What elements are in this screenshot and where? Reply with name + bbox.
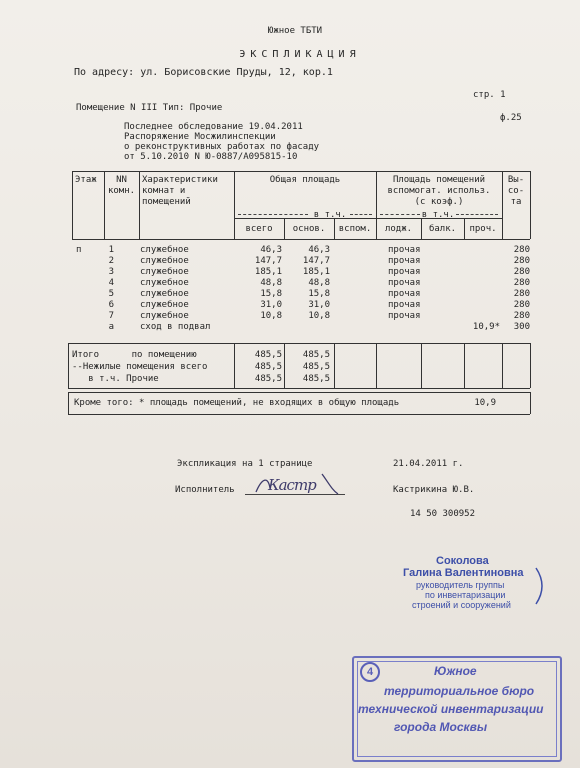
- signature-text: Кастр: [268, 476, 316, 494]
- row-area-main: 147,7: [302, 256, 330, 266]
- row-other: 10,9*: [472, 322, 500, 332]
- totals-label: в т.ч. Прочие: [72, 374, 159, 384]
- signature: [252, 472, 348, 498]
- row-aux-use: прочая: [388, 245, 421, 255]
- form-number: ф.25: [500, 113, 522, 123]
- row-characteristic: служебное: [140, 256, 189, 266]
- totals-label: Итого по помещению: [72, 350, 197, 360]
- row-characteristic: сход в подвал: [140, 322, 211, 332]
- row-height: 280: [513, 300, 530, 310]
- stamp-name: Галина Валентиновна: [403, 567, 524, 579]
- row-height: 280: [513, 245, 530, 255]
- row-area-all: 10,8: [260, 311, 282, 321]
- order-line-1: Распоряжение Мосжилинспекции: [124, 132, 276, 142]
- document-title: ЭКСПЛИКАЦИЯ: [239, 49, 361, 60]
- header-height: Вы- со- та: [507, 175, 525, 207]
- row-height: 280: [513, 278, 530, 288]
- row-height: 280: [513, 256, 530, 266]
- row-aux-use: прочая: [388, 278, 421, 288]
- header-loggia: лодж.: [384, 224, 413, 234]
- totals-label: --Нежилые помещения всего: [72, 362, 208, 372]
- header-floor: Этаж: [75, 175, 97, 185]
- bureau-line-4: города Москвы: [394, 720, 488, 734]
- bureau-line-3: технической инвентаризации: [358, 702, 544, 716]
- row-characteristic: служебное: [140, 245, 189, 255]
- row-area-main: 31,0: [308, 300, 330, 310]
- row-height: 280: [513, 289, 530, 299]
- note-value: 10,9: [474, 398, 496, 408]
- header-incl-2: в т.ч.: [421, 210, 455, 220]
- stamp-surname: Соколова: [436, 555, 489, 567]
- order-line-3: от 5.10.2010 N Ю-0887/А095815-10: [124, 152, 298, 162]
- header-aux: вспом.: [338, 224, 372, 234]
- footer-date: 21.04.2011 г.: [393, 459, 464, 469]
- executor-label: Исполнитель: [175, 485, 235, 495]
- stamp-number-badge: 4: [360, 662, 380, 682]
- page-number: стр. 1: [473, 90, 506, 100]
- bureau-line-2: территориальное бюро: [384, 684, 535, 698]
- address-line: По адресу: ул. Борисовские Пруды, 12, кор.1: [74, 67, 333, 78]
- row-area-all: 46,3: [260, 245, 282, 255]
- row-characteristic: служебное: [140, 278, 189, 288]
- stamp-position-3: строений и сооружений: [412, 600, 511, 610]
- order-line-2: о реконструктивных работах по фасаду: [124, 142, 320, 152]
- header-main: основ.: [292, 224, 326, 234]
- org-name: Южное ТБТИ: [267, 26, 323, 36]
- row-number: 3: [108, 267, 114, 277]
- row-number: а: [108, 322, 114, 332]
- row-number: 7: [108, 311, 114, 321]
- row-area-main: 46,3: [308, 245, 330, 255]
- executor-name: Кастрикина Ю.В.: [393, 485, 475, 495]
- row-area-main: 185,1: [302, 267, 330, 277]
- header-other: проч.: [469, 224, 497, 234]
- header-balcony: балк.: [428, 224, 457, 234]
- header-incl: в т.ч.: [313, 210, 347, 220]
- row-area-all: 185,1: [254, 267, 282, 277]
- row-height: 280: [513, 267, 530, 277]
- stamp-position-1: руководитель группы: [416, 580, 505, 590]
- row-aux-use: прочая: [388, 289, 421, 299]
- totals-main: 485,5: [302, 374, 330, 384]
- note-text: Кроме того: * площадь помещений, не входящих в общую площадь: [74, 398, 400, 408]
- row-floor: п: [76, 245, 82, 255]
- row-height: 280: [513, 311, 530, 321]
- stamp-bracket-icon: [532, 566, 552, 606]
- row-number: 1: [108, 245, 114, 255]
- last-survey-line: Последнее обследование 19.04.2011: [124, 122, 303, 132]
- row-characteristic: служебное: [140, 289, 189, 299]
- totals-main: 485,5: [302, 350, 330, 360]
- totals-all: 485,5: [254, 362, 282, 372]
- row-area-all: 147,7: [254, 256, 282, 266]
- row-aux-use: прочая: [388, 256, 421, 266]
- stamp-position-2: по инвентаризации: [425, 590, 506, 600]
- header-room-number: NN комн.: [107, 175, 136, 196]
- row-area-main: 10,8: [308, 311, 330, 321]
- row-area-main: 48,8: [308, 278, 330, 288]
- row-area-all: 15,8: [260, 289, 282, 299]
- row-characteristic: служебное: [140, 300, 189, 310]
- header-all: всего: [245, 224, 273, 234]
- header-aux-area: Площадь помещений вспомогат. использ. (с коэф.): [387, 175, 491, 207]
- bureau-line-1: Южное: [434, 664, 477, 678]
- premises-line: Помещение N III Тип: Прочие: [76, 103, 223, 113]
- row-characteristic: служебное: [140, 267, 189, 277]
- row-characteristic: служебное: [140, 311, 189, 321]
- row-number: 2: [108, 256, 114, 266]
- totals-main: 485,5: [302, 362, 330, 372]
- row-number: 4: [108, 278, 114, 288]
- row-area-all: 31,0: [260, 300, 282, 310]
- bureau-stamp: [352, 656, 562, 762]
- header-characteristics: Характеристики комнат и помещений: [142, 175, 218, 207]
- row-number: 6: [108, 300, 114, 310]
- row-number: 5: [108, 289, 114, 299]
- registration-code: 14 50 300952: [410, 509, 476, 519]
- row-aux-use: прочая: [388, 311, 421, 321]
- row-aux-use: прочая: [388, 300, 421, 310]
- header-total-area: Общая площадь: [269, 175, 341, 185]
- row-aux-use: прочая: [388, 267, 421, 277]
- row-area-all: 48,8: [260, 278, 282, 288]
- totals-all: 485,5: [254, 350, 282, 360]
- row-height: 300: [513, 322, 530, 332]
- row-area-main: 15,8: [308, 289, 330, 299]
- totals-all: 485,5: [254, 374, 282, 384]
- pages-count: Экспликация на 1 странице: [177, 459, 313, 469]
